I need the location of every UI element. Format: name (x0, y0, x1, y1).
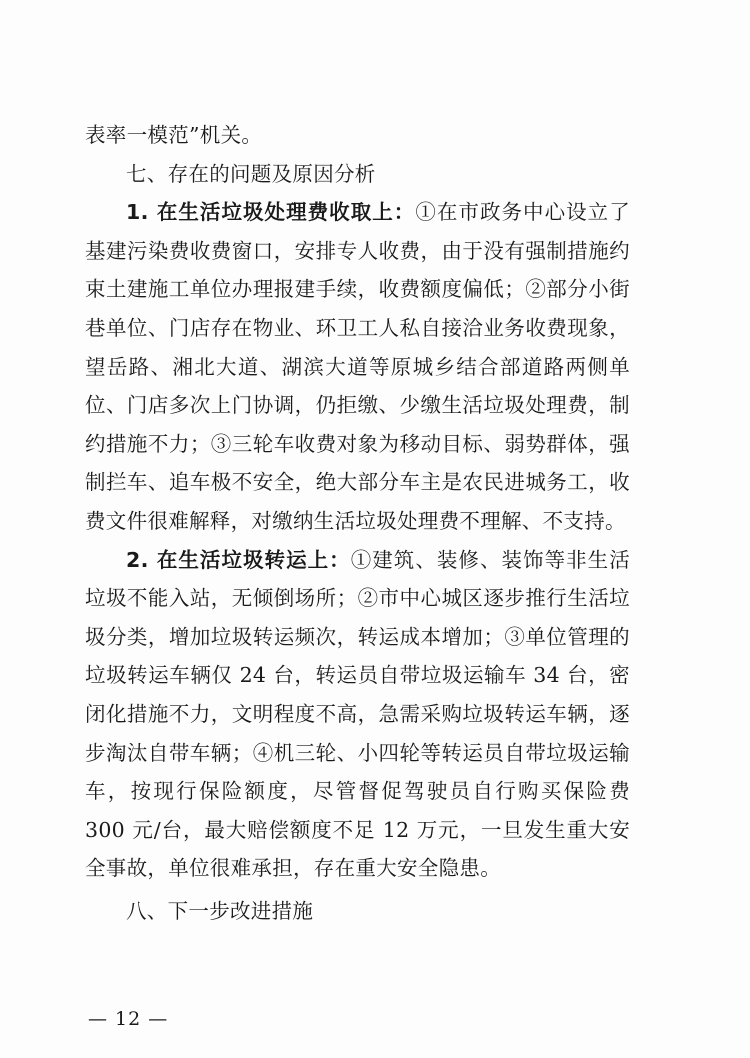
paragraph-text-fee-collection: ①在市政务中心设立了基建污染费收费窗口，安排专人收费，由于没有强制措施约束土建施工单位办理报建手续，收费额度偏低；②部分小街巷单位、门店存在物业、环卫工人私自接洽业务收费现象，望岳路、湘北大道、湖滨大道等原城乡结合部道路两侧单位、门店多次上门协调，仍拒缴、少缴生活垃圾处理费，制约措施不力；③三轮车收费对象为移动目标、弱势群体，强制拦车、追车极不安全，绝大部分车主是农民进城务工，收费文件很难解释，对缴纳生活垃圾处理费不理解、不支持。 (85, 200, 630, 533)
document-body (85, 116, 630, 930)
page-number: — 12 — (88, 1008, 169, 1030)
paragraph-fee-collection (85, 193, 630, 540)
paragraph-garbage-transfer (85, 541, 630, 888)
section-heading-next-steps: 八、下一步改进措施 (126, 898, 314, 923)
paragraph-lead-fee-collection: 1. 在生活垃圾处理费收取上： (126, 200, 416, 225)
continuation-paragraph: 表率一模范”机关。 (85, 123, 263, 147)
section-heading-problems: 七、存在的问题及原因分析 (126, 161, 376, 186)
paragraph-text-garbage-transfer: ①建筑、装修、装饰等非生活垃圾不能入站，无倾倒场所；②市中心城区逐步推行生活垃圾分类，增加垃圾转运频次，转运成本增加；③单位管理的垃圾转运车辆仅 24 台，转运员自带垃圾运输车 34 台，密闭化措施不力，文明程度不高，急需采购垃圾转运车辆，逐步淘汰自带车辆；④机三轮、小四轮等转运员自带垃圾运输车，按现行保险额度，尽管督促驾驶员自行购买保险费 300 元/台，最大赔偿额度不足 12 万元，一旦发生重大安全事故，单位很难承担，存在重大安全隐患。 (85, 547, 630, 881)
paragraph-lead-garbage-transfer: 2. 在生活垃圾转运上： (126, 547, 351, 572)
